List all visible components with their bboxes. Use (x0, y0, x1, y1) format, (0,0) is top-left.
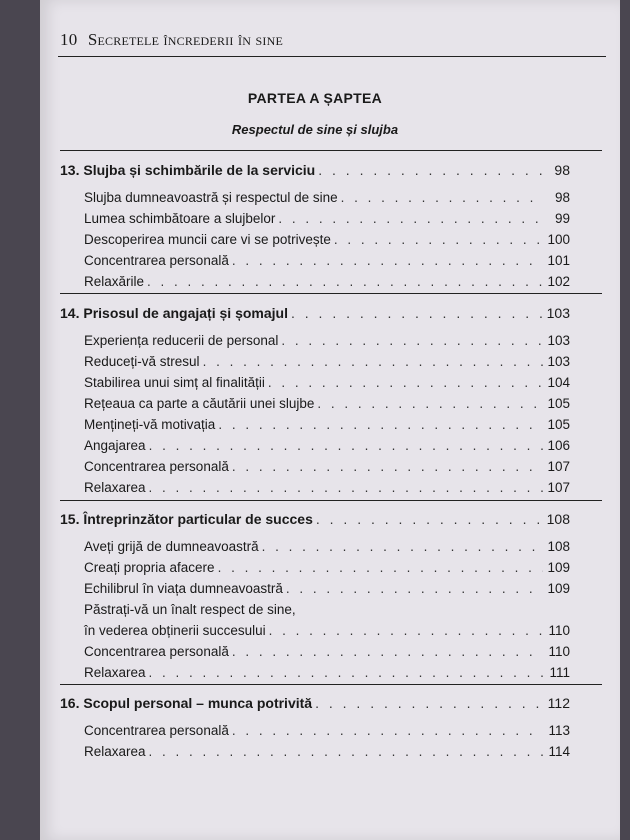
leader-dots (278, 211, 543, 226)
entry-page: 109 (547, 581, 570, 596)
entry-title: Angajarea (84, 438, 146, 453)
leader-dots (149, 480, 543, 495)
leader-dots (268, 375, 543, 390)
entry-page: 109 (547, 560, 570, 575)
entry-title: Experiența reducerii de personal (84, 333, 279, 348)
entry-title: Relaxările (84, 274, 145, 289)
entry-title: Stabilirea unui simț al finalității (84, 375, 265, 390)
page-number: 10 (60, 30, 78, 49)
leader-dots (341, 190, 543, 205)
toc-entry[interactable] (84, 581, 570, 596)
leader-dots (316, 511, 543, 527)
entry-title: Concentrarea personală (84, 723, 229, 738)
entry-title: Mențineți-vă motivația (84, 417, 216, 432)
leader-dots (147, 274, 543, 289)
entry-page: 102 (547, 274, 570, 289)
toc-entry[interactable] (84, 375, 570, 390)
section-divider (60, 684, 602, 685)
running-header (60, 30, 600, 50)
leader-dots (218, 417, 543, 432)
chapter-title: 16. Scopul personal – munca potrivită (60, 695, 313, 711)
section-divider (60, 500, 602, 501)
leader-dots (149, 438, 543, 453)
entry-page: 110 (548, 623, 570, 638)
entry-page: 107 (547, 480, 570, 495)
toc-entry[interactable] (84, 232, 570, 247)
entry-title: Aveți grijă de dumneavoastră (84, 539, 259, 554)
leader-dots (232, 253, 543, 268)
leader-dots (269, 623, 543, 638)
running-title: Secretele încrederii în sine (87, 30, 283, 49)
leader-dots (286, 581, 543, 596)
header-rule (58, 56, 606, 57)
chapter-title: 13. Slujba și schimbările de la serviciu (60, 162, 316, 178)
toc-entry[interactable] (84, 459, 570, 474)
entry-page: 106 (547, 438, 570, 453)
entry-title: Rețeaua ca parte a căutării unei slujbe (84, 396, 315, 411)
entry-title: Concentrarea personală (84, 253, 229, 268)
toc-entry[interactable] (84, 560, 570, 575)
toc-entry[interactable] (84, 623, 570, 638)
entry-page: 108 (547, 539, 570, 554)
entry-title: Slujba dumneavoastră și respectul de sine (84, 190, 338, 205)
leader-dots (334, 232, 543, 247)
leader-dots (291, 305, 543, 321)
entry-page: 111 (549, 665, 570, 680)
chapter-page: 103 (546, 305, 570, 321)
chapter-title: 14. Prisosul de angajați și șomajul (60, 305, 288, 321)
toc-entry[interactable] (84, 723, 570, 738)
toc-entry[interactable] (84, 644, 570, 659)
entry-page: 114 (548, 744, 570, 759)
leader-dots (149, 744, 543, 759)
entry-page: 105 (547, 417, 570, 432)
section-divider (60, 150, 602, 151)
leader-dots (203, 354, 543, 369)
toc-entry-wrapped-line[interactable] (84, 602, 570, 617)
entry-title: în vederea obținerii succesului (84, 623, 266, 638)
chapter-page: 108 (546, 511, 570, 527)
entry-title: Descoperirea muncii care vi se potrivește (84, 232, 331, 247)
toc-entry[interactable] (84, 438, 570, 453)
toc-entry[interactable] (84, 190, 570, 205)
toc-entry[interactable] (84, 333, 570, 348)
leader-dots (281, 333, 543, 348)
toc-chapter[interactable] (60, 162, 570, 178)
entry-title: Relaxarea (84, 480, 146, 495)
leader-dots (232, 723, 543, 738)
entry-title: Reduceți-vă stresul (84, 354, 200, 369)
part-title: PARTEA A ȘAPTEA (247, 90, 383, 106)
entry-title: Concentrarea personală (84, 459, 229, 474)
toc-chapter[interactable] (60, 511, 570, 527)
toc-entry[interactable] (84, 396, 570, 411)
chapter-title: 15. Întreprinzător particular de succes (60, 511, 313, 527)
toc-chapter[interactable] (60, 305, 570, 321)
chapter-page: 112 (547, 695, 570, 711)
entry-page: 99 (554, 211, 570, 226)
entry-title: Păstrați-vă un înalt respect de sine, (84, 602, 296, 617)
entry-page: 107 (547, 459, 570, 474)
chapter-page: 98 (554, 162, 570, 178)
toc-entry[interactable] (84, 417, 570, 432)
leader-dots (232, 644, 543, 659)
leader-dots (232, 459, 543, 474)
leader-dots (149, 665, 543, 680)
leader-dots (218, 560, 543, 575)
entry-title: Creați propria afacere (84, 560, 215, 575)
entry-page: 100 (547, 232, 570, 247)
entry-title: Relaxarea (84, 744, 146, 759)
entry-page: 104 (547, 375, 570, 390)
leader-dots (315, 695, 543, 711)
entry-page: 98 (554, 190, 570, 205)
entry-page: 101 (547, 253, 570, 268)
entry-page: 103 (547, 333, 570, 348)
toc-entry[interactable] (84, 744, 570, 759)
toc-entry[interactable] (84, 480, 570, 495)
entry-title: Relaxarea (84, 665, 146, 680)
toc-entry[interactable] (84, 274, 570, 289)
entry-page: 113 (548, 723, 570, 738)
toc-chapter[interactable] (60, 695, 570, 711)
entry-page: 110 (548, 644, 570, 659)
entry-title: Concentrarea personală (84, 644, 229, 659)
toc-entry[interactable] (84, 253, 570, 268)
part-subtitle: Respectul de sine și slujba (231, 122, 399, 137)
section-divider (60, 293, 602, 294)
entry-page: 103 (547, 354, 570, 369)
entry-title: Echilibrul în viața dumneavoastră (84, 581, 283, 596)
entry-page: 105 (547, 396, 570, 411)
leader-dots (262, 539, 543, 554)
leader-dots (317, 396, 543, 411)
toc-entry[interactable] (84, 539, 570, 554)
toc-entry[interactable] (84, 354, 570, 369)
toc-entry[interactable] (84, 665, 570, 680)
entry-title: Lumea schimbătoare a slujbelor (84, 211, 276, 226)
leader-dots (318, 162, 543, 178)
toc-entry[interactable] (84, 211, 570, 226)
